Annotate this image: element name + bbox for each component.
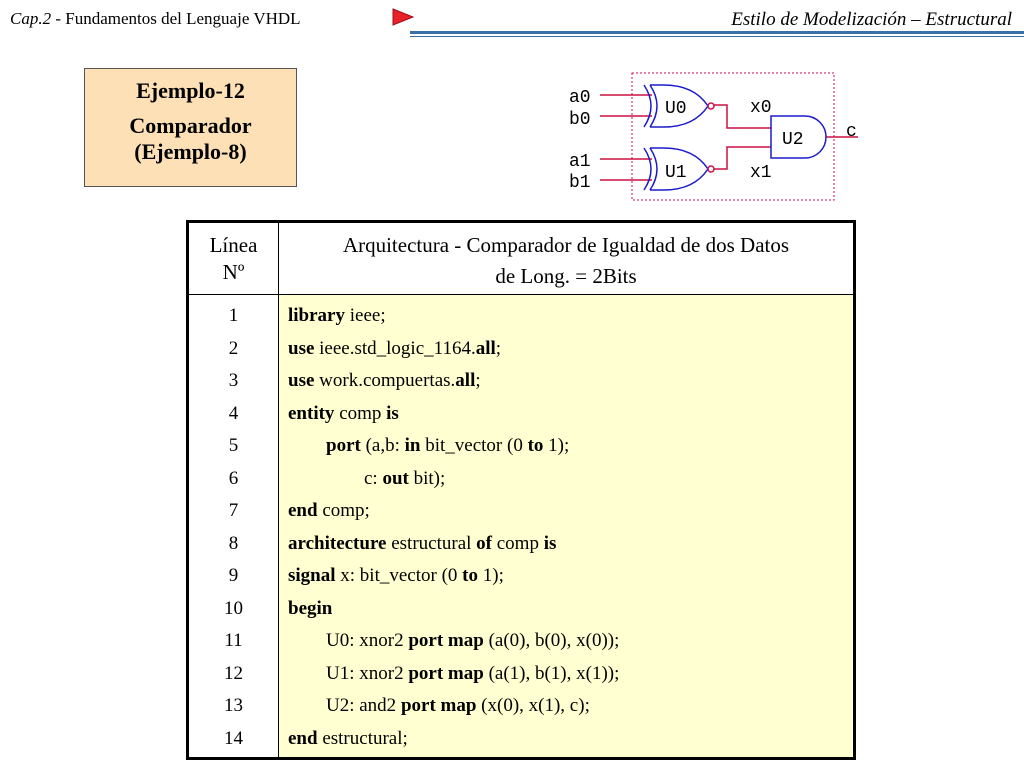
code-text: 1); <box>543 435 570 456</box>
input-label-b1: b1 <box>569 173 591 193</box>
output-label-c: c <box>846 122 857 142</box>
comparator-circuit-diagram <box>560 68 857 208</box>
code-keyword: to <box>527 435 544 456</box>
code-text: comp <box>492 532 544 554</box>
line-number: 11 <box>224 630 243 651</box>
code-text: bit_vector (0 <box>420 435 528 456</box>
line-number: 6 <box>228 467 239 489</box>
architecture-header-line1: Arquitectura - Comparador de Igualdad de dos Datos <box>342 233 790 257</box>
example-subtitle-line2: (Ejemplo-8) <box>134 139 247 164</box>
code-text: 1); <box>478 565 504 586</box>
line-number: 14 <box>224 727 243 749</box>
line-number: 9 <box>228 565 239 586</box>
code-text: estructural <box>386 532 477 554</box>
line-number: 7 <box>228 500 239 521</box>
input-label-a1: a1 <box>569 152 591 172</box>
header-divider <box>410 31 1024 34</box>
code-keyword: library <box>288 305 345 326</box>
code-line <box>288 435 853 468</box>
code-keyword: end <box>288 727 318 749</box>
code-line <box>288 695 853 728</box>
code-keyword: in <box>404 435 421 456</box>
code-line <box>288 338 853 371</box>
signal-label-x1: x1 <box>750 163 772 183</box>
circuit-wires <box>600 95 858 180</box>
code-keyword: to <box>462 565 478 586</box>
code-text: ieee.std_logic_1164. <box>314 337 476 359</box>
example-subtitle-line1: Comparador <box>129 113 252 138</box>
line-number: 3 <box>228 370 239 391</box>
code-keyword: use <box>288 337 315 359</box>
code-keyword: begin <box>288 597 333 619</box>
code-keyword: out <box>382 467 409 489</box>
signal-label-x0: x0 <box>750 98 772 118</box>
code-table <box>186 220 856 760</box>
code-text: ; <box>475 370 481 391</box>
gate-label-u2: U2 <box>782 130 804 150</box>
line-number: 10 <box>224 597 243 619</box>
code-text: comp; <box>317 500 370 521</box>
code-line <box>288 468 853 501</box>
code-line <box>288 598 853 631</box>
code-keyword: of <box>476 532 492 554</box>
code-text: (a(0), b(0), x(0)); <box>483 630 620 651</box>
example-box <box>84 68 297 187</box>
line-number: 8 <box>228 532 239 554</box>
code-keyword: port map <box>408 630 484 651</box>
chapter-number: Cap.2 <box>10 9 52 28</box>
code-text: x: bit_vector (0 <box>335 565 463 586</box>
code-text: bit); <box>408 467 446 489</box>
gate-label-u1: U1 <box>665 163 687 183</box>
circuit-boundary <box>632 73 834 200</box>
code-keyword: architecture <box>288 532 387 554</box>
code-text: U1: xnor2 <box>288 662 409 684</box>
code-line <box>288 565 853 598</box>
code-text: (a,b: <box>360 435 405 456</box>
input-label-b0: b0 <box>569 110 591 130</box>
code-text: (x(0), x(1), c); <box>476 695 590 716</box>
code-keyword: is <box>386 402 399 424</box>
code-keyword: is <box>543 532 557 554</box>
line-number: 5 <box>228 435 239 456</box>
code-text <box>288 435 326 456</box>
line-number-header <box>189 223 279 295</box>
input-label-a0: a0 <box>569 88 591 108</box>
code-column <box>279 295 853 757</box>
code-keyword: port map <box>408 662 484 684</box>
code-line <box>288 630 853 663</box>
code-keyword: port map <box>400 695 477 716</box>
header-divider-thin <box>410 36 1024 37</box>
line-number: 2 <box>228 337 239 359</box>
code-line <box>288 305 853 338</box>
code-line <box>288 728 853 761</box>
play-arrow-icon <box>392 8 414 26</box>
line-number: 12 <box>224 662 243 684</box>
line-number: 1 <box>228 305 239 326</box>
code-keyword: entity <box>288 402 335 424</box>
line-number: 4 <box>228 402 239 424</box>
code-text: work.compuertas. <box>314 370 456 391</box>
code-text: U2: and2 <box>288 695 401 716</box>
code-text: comp <box>334 402 387 424</box>
code-keyword: all <box>475 337 496 359</box>
example-title: Ejemplo-12 <box>136 78 245 103</box>
gate-label-u0: U0 <box>665 99 687 119</box>
code-keyword: port <box>326 435 361 456</box>
code-text: ; <box>495 337 502 359</box>
code-text: ieee; <box>345 305 386 326</box>
code-text: (a(1), b(1), x(1)); <box>483 662 620 684</box>
line-number-header-line1: Línea <box>209 233 258 257</box>
code-line <box>288 403 853 436</box>
architecture-header <box>279 223 853 295</box>
code-line <box>288 370 853 403</box>
line-number: 13 <box>224 695 243 716</box>
code-text: U0: xnor2 <box>288 630 409 651</box>
code-text: estructural; <box>317 727 408 749</box>
code-line <box>288 663 853 696</box>
code-keyword: use <box>288 370 315 391</box>
code-keyword: signal <box>288 565 336 586</box>
code-text: c: <box>288 467 383 489</box>
chapter-label <box>10 9 301 29</box>
code-line <box>288 533 853 566</box>
code-line <box>288 500 853 533</box>
line-number-column <box>189 295 279 757</box>
code-keyword: all <box>455 370 476 391</box>
line-number-header-line2: Nº <box>222 260 245 284</box>
code-keyword: end <box>288 500 318 521</box>
architecture-header-line2: de Long. = 2Bits <box>495 264 637 288</box>
chapter-title: - Fundamentos del Lenguaje VHDL <box>51 9 301 28</box>
section-title: Estilo de Modelización – Estructural <box>731 9 1012 30</box>
